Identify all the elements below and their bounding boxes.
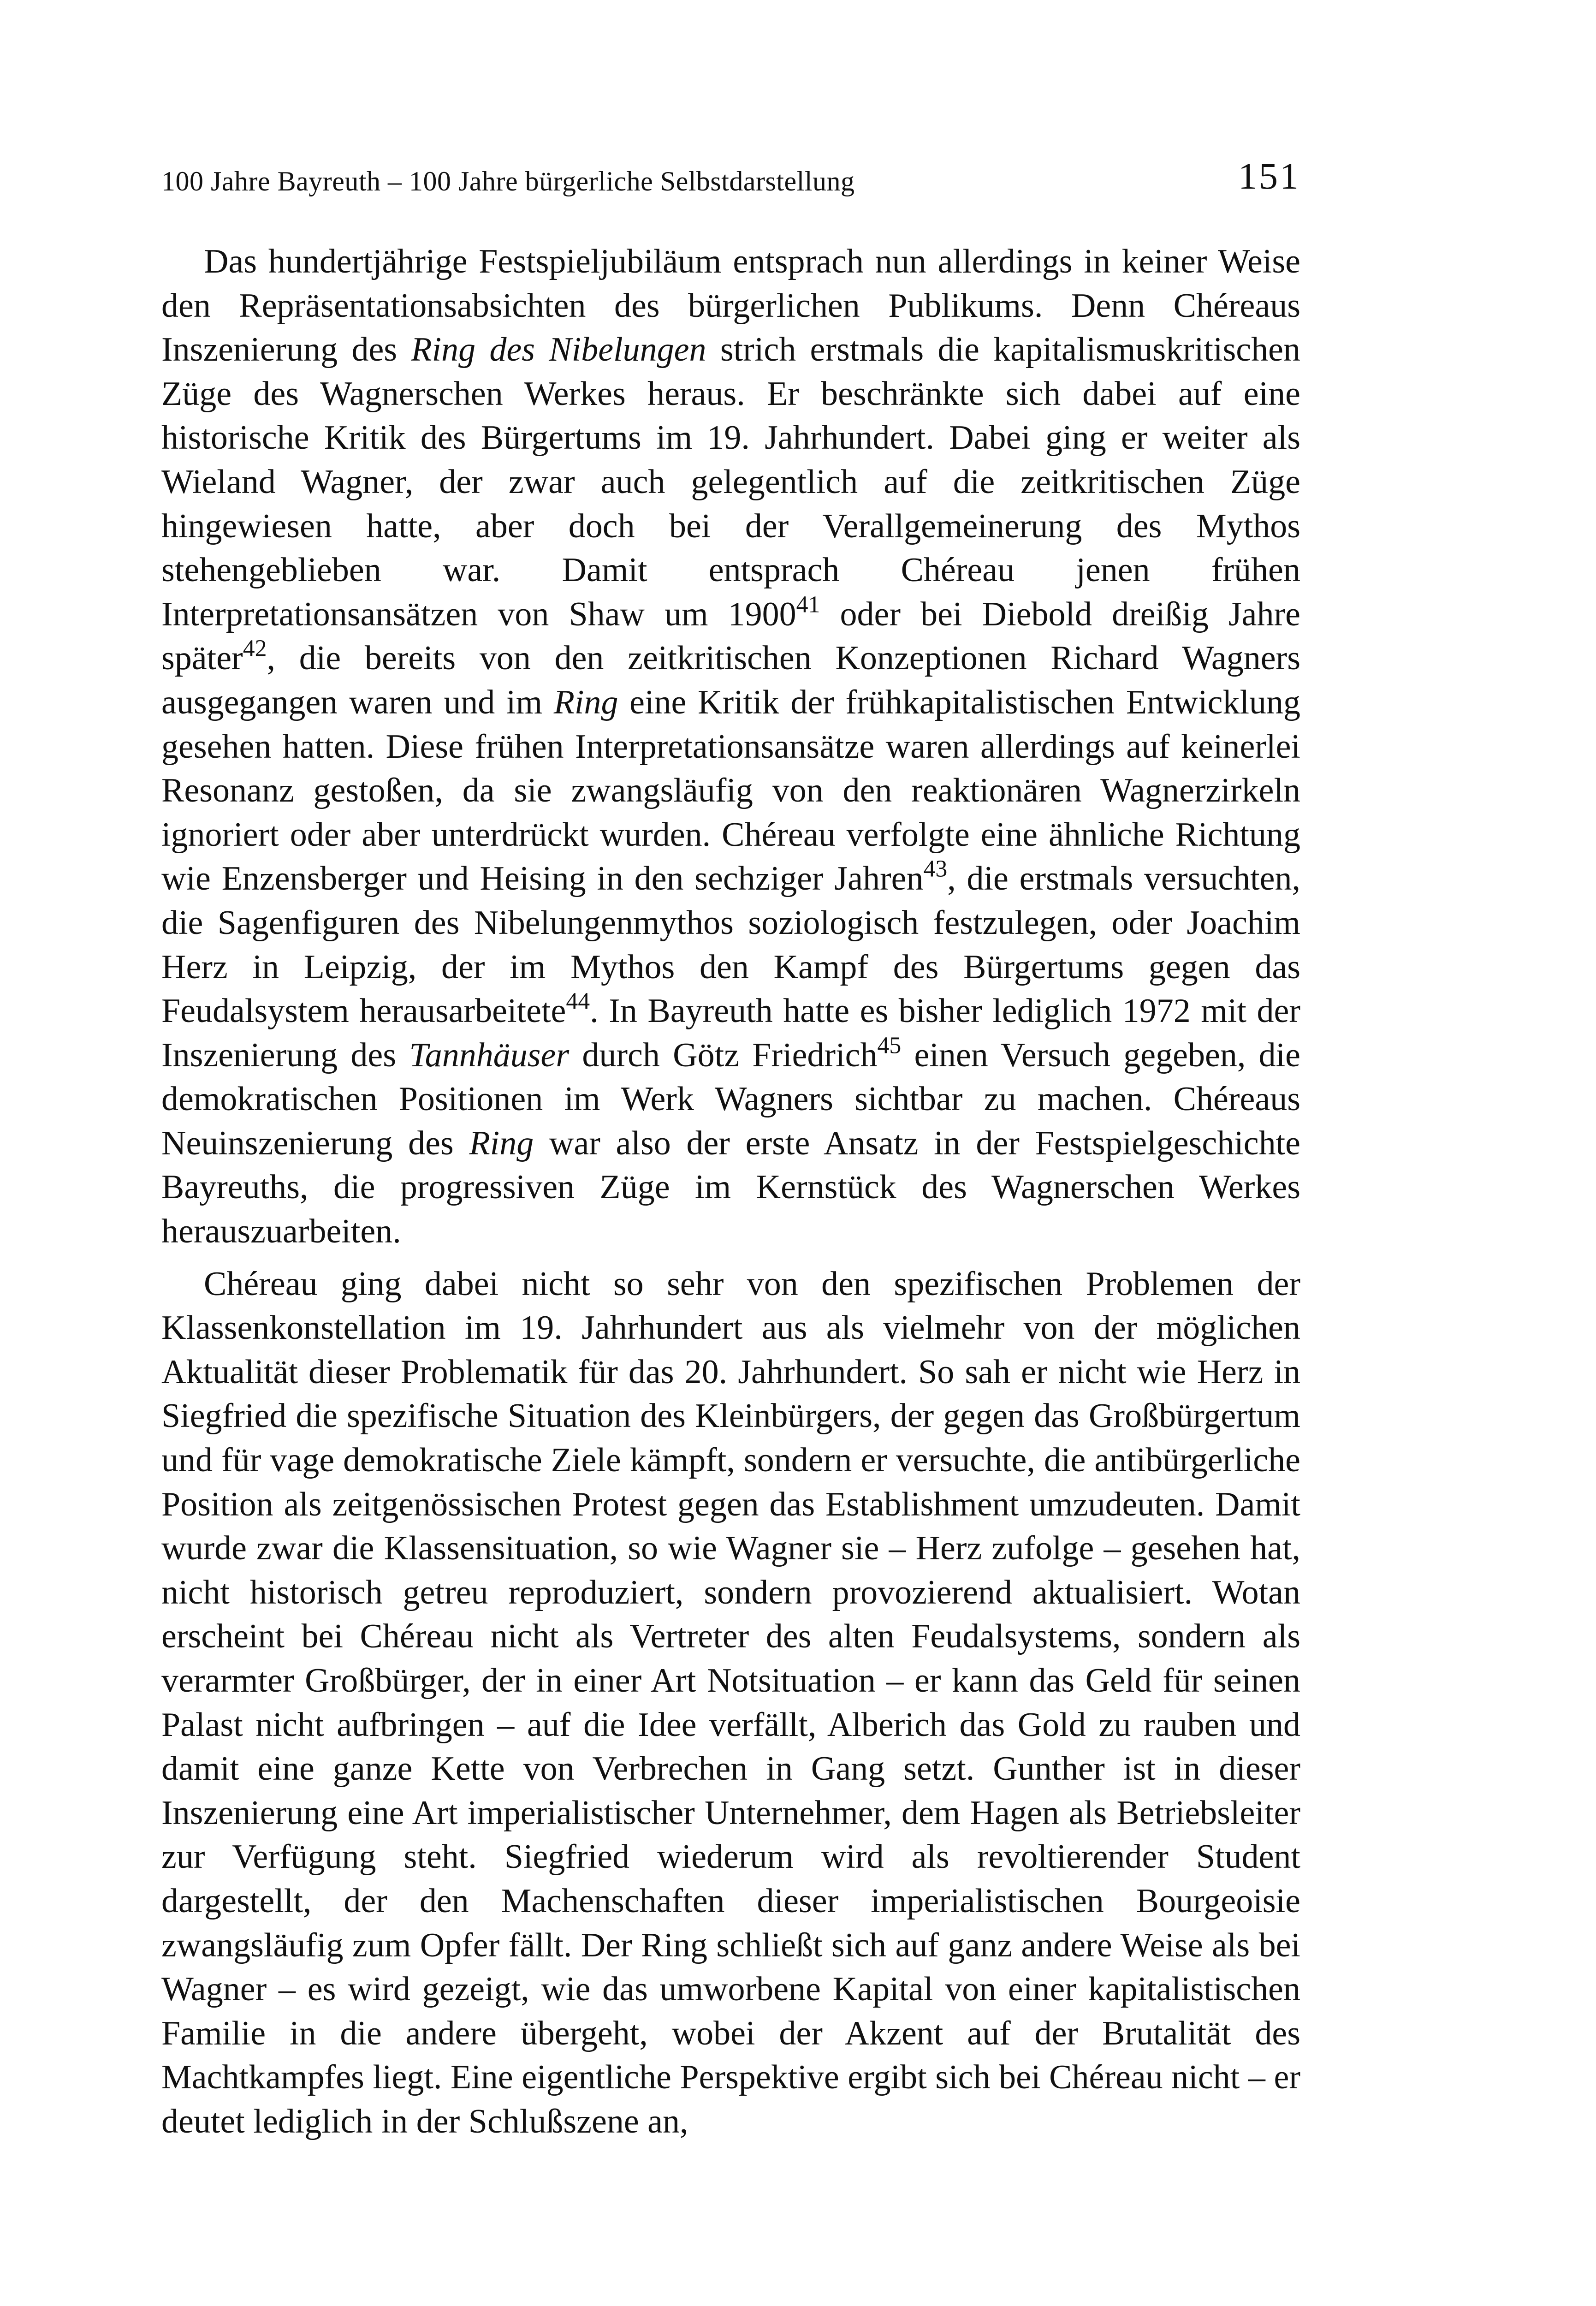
text-run: eine Kritik der frühkapitalistischen Entwicklung gesehen hatten. Diese frühen Interpretationsansätze waren allerdings auf keinerlei Resonanz gestoßen, da sie zwangsläufig von den reaktionären Wagnerzirkeln ignoriert oder aber unterdrückt wurden. Chéreau verfolgte eine ähnliche Richtung wie Enzensberger und Heising in den sechziger Jahren	[161, 683, 1300, 898]
text-run: strich erstmals die kapitalismuskritischen Züge des Wagnerschen Werkes heraus. Er beschränkte sich dabei auf eine historische Kritik des Bürgertums im 19. Jahrhundert. Dabei ging er weiter als Wieland Wagner, der zwar auch gelegentlich auf die zeitkritischen Züge hingewiesen hatte, aber doch bei der Verallgemeinerung des Mythos stehengeblieben war. Damit entsprach Chéreau jenen frühen Interpretationsansätzen von Shaw um 1900	[161, 331, 1300, 633]
text-run: , die erstmals versuchten, die Sagenfiguren des Nibelungenmythos soziologisch festzulegen, oder Joachim Herz in Leipzig, der im Mythos den Kampf des Bürgertums gegen das Feudalsystem herausarbeitete	[161, 860, 1301, 1030]
footnote-ref: 41	[796, 591, 820, 618]
text-run: einen Versuch gegeben, die demokratischen Positionen im Werk Wagners sichtbar zu machen. Chéreaus Neuinszenierung des	[161, 1036, 1300, 1162]
body-text	[161, 240, 1300, 2144]
work-title-italic: Tannhäuser	[409, 1036, 570, 1074]
work-title-italic: Ring	[553, 683, 618, 721]
text-run: , die bereits von den zeitkritischen Konzeptionen Richard Wagners ausgegangen waren und im	[161, 639, 1300, 721]
paragraph-1	[161, 240, 1300, 1254]
text-run: war also der erste Ansatz in der Festspielgeschichte Bayreuths, die progressiven Züge im Kernstück des Wagnerschen Werkes herauszuarbeiten.	[161, 1124, 1300, 1251]
footnote-ref: 44	[566, 988, 590, 1015]
text-run: Das hundertjährige Festspieljubiläum entsprach nun allerdings in keiner Weise den Repräsentationsabsichten des bürgerlichen Publikums. Denn Chéreaus Inszenierung des	[161, 243, 1300, 369]
page-number: 151	[1238, 155, 1300, 197]
work-title-italic: Ring	[469, 1124, 534, 1162]
page-header	[161, 155, 1300, 214]
running-head: 100 Jahre Bayreuth – 100 Jahre bürgerliche Selbstdarstellung	[161, 166, 855, 196]
text-run: . In Bayreuth hatte es bisher lediglich 1972 mit der Inszenierung des	[161, 992, 1300, 1074]
footnote-ref: 43	[923, 856, 948, 882]
work-title-italic: Ring des Nibelungen	[411, 331, 706, 369]
text-run: durch Götz Friedrich	[569, 1036, 878, 1074]
footnote-ref: 42	[243, 635, 267, 662]
footnote-ref: 45	[877, 1032, 902, 1059]
paragraph-2: Chéreau ging dabei nicht so sehr von den spezifischen Problemen der Klassenkonstellation im 19. Jahrhundert aus als vielmehr von der möglichen Aktualität dieser Problematik für das 20. Jahrhundert. So sah er nicht wie Herz in Siegfried die spezifische Situation des Kleinbürgers, der gegen das Großbürgertum und für vage demokratische Ziele kämpft, sondern er versuchte, die antibürgerliche Position als zeitgenössischen Protest gegen das Establishment umzudeuten. Damit wurde zwar die Klassensituation, so wie Wagner sie – Herz zufolge – gesehen hat, nicht historisch getreu reproduziert, sondern provozierend aktualisiert. Wotan erscheint bei Chéreau nicht als Vertreter des alten Feudalsystems, sondern als verarmter Großbürger, der in einer Art Notsituation – er kann das Geld für seinen Palast nicht aufbringen – auf die Idee verfällt, Alberich das Gold zu rauben und damit eine ganze Kette von Verbrechen in Gang setzt. Gunther ist in dieser Inszenierung eine Art imperialistischer Unternehmer, dem Hagen als Betriebsleiter zur Verfügung steht. Siegfried wiederum wird als revoltierender Student dargestellt, der den Machenschaften dieser imperialistischen Bourgeoisie zwangsläufig zum Opfer fällt. Der Ring schließt sich auf ganz andere Weise als bei Wagner – es wird gezeigt, wie das umworbene Kapital von einer kapitalistischen Familie in die andere übergeht, wobei der Akzent auf der Brutalität des Machtkampfes liegt. Eine eigentliche Perspektive ergibt sich bei Chéreau nicht – er deutet lediglich in der Schlußszene an,	[161, 1265, 1300, 2140]
text-run: oder bei Diebold dreißig Jahre später	[161, 595, 1300, 678]
